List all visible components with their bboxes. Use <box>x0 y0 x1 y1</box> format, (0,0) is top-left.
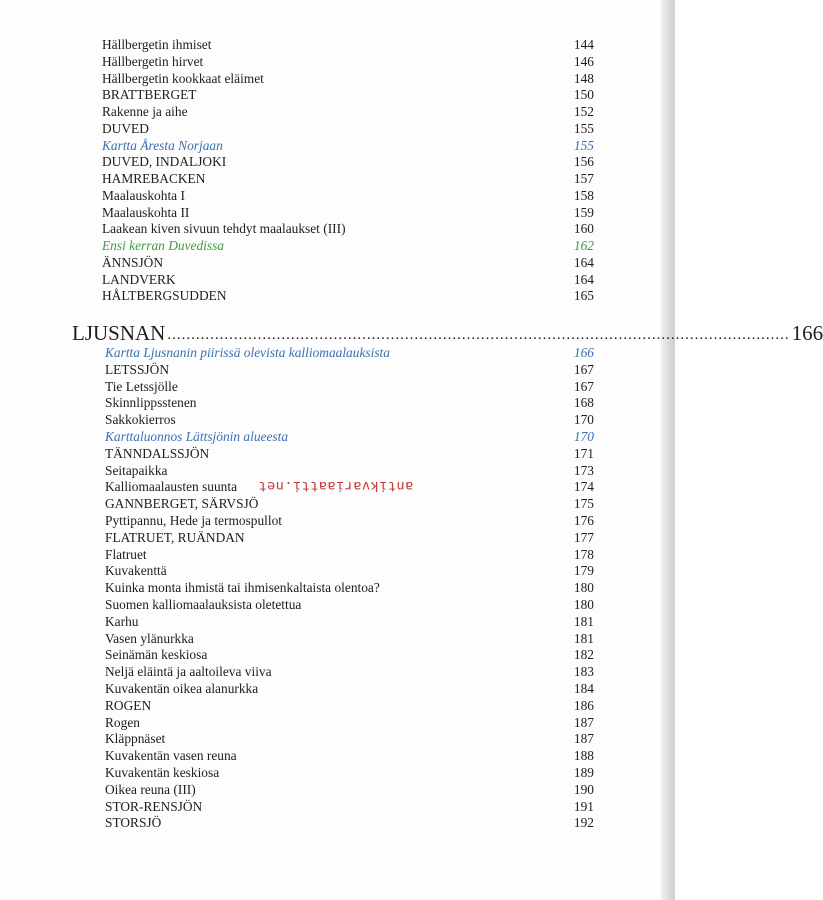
toc-entry <box>0 781 660 798</box>
toc-entry <box>0 445 660 462</box>
toc-entry-page: 191 <box>573 798 594 814</box>
toc-entry-page: 164 <box>573 254 594 270</box>
toc-entry-title: Rakenne ja aihe <box>102 104 188 119</box>
toc-entry <box>0 663 660 680</box>
toc-entry-page: 174 <box>573 479 594 495</box>
toc-entry <box>0 170 660 187</box>
toc-entry-title: LANDVERK <box>102 271 176 287</box>
toc-entry-page: 180 <box>573 597 594 612</box>
toc-entry <box>0 237 660 254</box>
toc-entry-page: 167 <box>573 361 594 377</box>
toc-entry-title: Maalauskohta II <box>102 204 190 220</box>
toc-entry-title: GANNBERGET, SÄRVSJÖ <box>105 496 259 512</box>
toc-entry-page: 184 <box>573 681 594 696</box>
toc-entry <box>0 86 660 103</box>
toc-entry <box>0 254 660 271</box>
toc-entry-title: Kuvakentän keskiosa <box>105 765 220 780</box>
toc-entry-page: 166 <box>573 345 594 360</box>
toc-entry-title: Kuvakenttä <box>105 563 167 579</box>
toc-entry-page: 162 <box>573 238 594 253</box>
toc-entry-title: Laakean kiven sivuun tehdyt maalaukset (III) <box>102 221 346 237</box>
toc-entry-title: Rogen <box>105 714 140 730</box>
toc-entry-title: DUVED <box>102 120 149 136</box>
toc-entry-title: ROGEN <box>105 697 152 713</box>
toc-entry-page: 167 <box>573 378 594 394</box>
toc-entry <box>0 120 660 137</box>
toc-entry-page: 173 <box>573 462 594 478</box>
toc-entry <box>0 204 660 221</box>
toc-entry-page: 148 <box>573 70 594 86</box>
toc-entry-title: Kuvakentän vasen reuna <box>105 748 237 764</box>
toc-entry-page: 188 <box>573 748 594 764</box>
toc-entry-page: 146 <box>573 53 594 69</box>
toc-entry-title: STOR-RENSJÖN <box>105 798 203 814</box>
toc-entry <box>0 428 660 445</box>
toc-entry <box>0 271 660 288</box>
toc-entry <box>0 137 660 154</box>
toc-entry <box>0 344 660 361</box>
toc-entry-title: Karhu <box>105 613 139 629</box>
toc-entry <box>0 546 660 563</box>
toc-entry <box>0 747 660 764</box>
toc-entry <box>0 613 660 630</box>
toc-entry-page: 177 <box>573 529 594 545</box>
toc-entry <box>0 764 660 781</box>
toc-entry-page: 181 <box>573 613 594 629</box>
toc-entry-page: 180 <box>573 580 594 596</box>
toc-entry-page: 150 <box>573 87 594 103</box>
toc-entry <box>0 512 660 529</box>
toc-entry <box>0 579 660 596</box>
toc-entry-title: TÄNNDALSSJÖN <box>105 445 210 461</box>
toc-entry-page: 187 <box>573 714 594 730</box>
toc-entry-title: Ensi kerran Duvedissa <box>102 238 224 253</box>
toc-entry <box>0 361 660 378</box>
toc-entry-page: 178 <box>573 546 594 562</box>
toc-entry-page: 168 <box>573 395 594 411</box>
toc-entry-page: 157 <box>573 171 594 186</box>
toc-entry-page: 144 <box>573 37 594 52</box>
toc-entry <box>0 462 660 479</box>
toc-entry-title: Hällbergetin hirvet <box>102 53 204 69</box>
section-page-number: 166 <box>791 321 823 345</box>
toc-entry-title: HAMREBACKEN <box>102 171 206 186</box>
toc-entry-page: 160 <box>573 221 594 237</box>
toc-entry-title: STORSJÖ <box>105 815 162 831</box>
toc-entry-title: Kuvakentän oikea alanurkka <box>105 681 259 696</box>
toc-entry <box>0 394 660 411</box>
toc-entry-page: 179 <box>573 563 594 579</box>
toc-entry <box>0 814 660 831</box>
toc-entry-title: HÅLTBERGSUDDEN <box>102 288 227 304</box>
toc-entry-page: 186 <box>573 697 594 713</box>
toc-entry-page: 155 <box>573 120 594 136</box>
toc-entry <box>0 187 660 204</box>
toc-entry-title: Maalauskohta I <box>102 187 185 203</box>
toc-entry <box>0 646 660 663</box>
toc-entry <box>0 220 660 237</box>
toc-entry-title: Karttaluonnos Lättsjönin alueesta <box>105 429 289 444</box>
toc-entry <box>0 378 660 395</box>
toc-entry-title: Neljä eläintä ja aaltoileva viiva <box>105 664 272 680</box>
toc-entry-title: Oikea reuna (III) <box>105 781 196 797</box>
toc-entry-title: Vasen ylänurkka <box>105 630 194 646</box>
toc-entry-title: Kartta Ljusnanin piirissä olevista kalliomaalauksista <box>105 345 390 360</box>
toc-entry <box>0 562 660 579</box>
toc-entry-title: Suomen kalliomaalauksista oletettua <box>105 597 302 612</box>
section-leader-dots: ................................................................................................................................... <box>167 327 790 343</box>
toc-section-heading <box>72 320 823 346</box>
toc-entry-page: 156 <box>573 154 594 170</box>
toc-entry-title: Hällbergetin ihmiset <box>102 37 212 52</box>
toc-entry <box>0 287 660 304</box>
toc-entry-page: 187 <box>573 731 594 747</box>
toc-entry-title: Pyttipannu, Hede ja termospullot <box>105 513 283 528</box>
toc-entry <box>0 529 660 546</box>
toc-entry-title: DUVED, INDALJOKI <box>102 154 227 170</box>
toc-entry-page: 183 <box>573 664 594 680</box>
toc-entry-title: Flatruet <box>105 546 147 562</box>
toc-entry-page: 189 <box>573 765 594 780</box>
section-title: LJUSNAN <box>72 321 166 345</box>
toc-entry-title: Hällbergetin kookkaat eläimet <box>102 70 264 86</box>
toc-entry-title: Seinämän keskiosa <box>105 647 208 663</box>
toc-entry <box>0 697 660 714</box>
toc-entry-title: ÄNNSJÖN <box>102 254 164 270</box>
toc-entry-title: Tie Letssjölle <box>105 378 178 394</box>
toc-entry-page: 155 <box>573 137 594 153</box>
toc-entry <box>0 411 660 428</box>
toc-entry <box>0 630 660 647</box>
toc-entry-title: Seitapaikka <box>105 462 168 478</box>
toc-entry-page: 170 <box>573 429 594 444</box>
toc-entry-title: Kartta Åresta Norjaan <box>102 137 223 153</box>
toc-entry-page: 190 <box>573 781 594 797</box>
toc-entry-page: 159 <box>573 204 594 220</box>
toc-entry-page: 181 <box>573 630 594 646</box>
toc-entry-page: 165 <box>573 288 594 304</box>
toc-entry <box>0 798 660 815</box>
toc-entry-page: 176 <box>573 513 594 528</box>
toc-entry <box>0 680 660 697</box>
toc-entry-title: Kläppnäset <box>105 731 166 747</box>
toc-entry-page: 164 <box>573 271 594 287</box>
toc-entry <box>0 495 660 512</box>
toc-entry <box>0 714 660 731</box>
toc-entry <box>0 53 660 70</box>
toc-entry-title: Sakkokierros <box>105 412 176 428</box>
toc-entry-page: 171 <box>573 445 594 461</box>
toc-entry-page: 192 <box>573 815 594 831</box>
toc-entry <box>0 103 660 120</box>
toc-entry <box>0 36 660 53</box>
toc-entry-page: 175 <box>573 496 594 512</box>
toc-entry-title: Kalliomaalausten suunta <box>105 479 238 495</box>
page-spine-shadow <box>661 0 675 900</box>
toc-entry-page: 152 <box>573 104 594 119</box>
toc-entry <box>0 730 660 747</box>
toc-entry-title: BRATTBERGET <box>102 87 197 103</box>
toc-entry-title: FLATRUET, RUÄNDAN <box>105 529 245 545</box>
toc-entry <box>0 153 660 170</box>
toc-entry <box>0 596 660 613</box>
toc-entry-title: Skinnlippsstenen <box>105 395 197 411</box>
toc-entry-title: LETSSJÖN <box>105 361 169 377</box>
toc-entry <box>0 70 660 87</box>
toc-entry-title: Kuinka monta ihmistä tai ihmisenkaltaista olentoa? <box>105 580 380 596</box>
toc-entry-page: 158 <box>573 187 594 203</box>
toc-entry-page: 170 <box>573 412 594 428</box>
watermark-stamp: antikvariaatti.net <box>258 478 414 494</box>
toc-entry-page: 182 <box>573 647 594 663</box>
